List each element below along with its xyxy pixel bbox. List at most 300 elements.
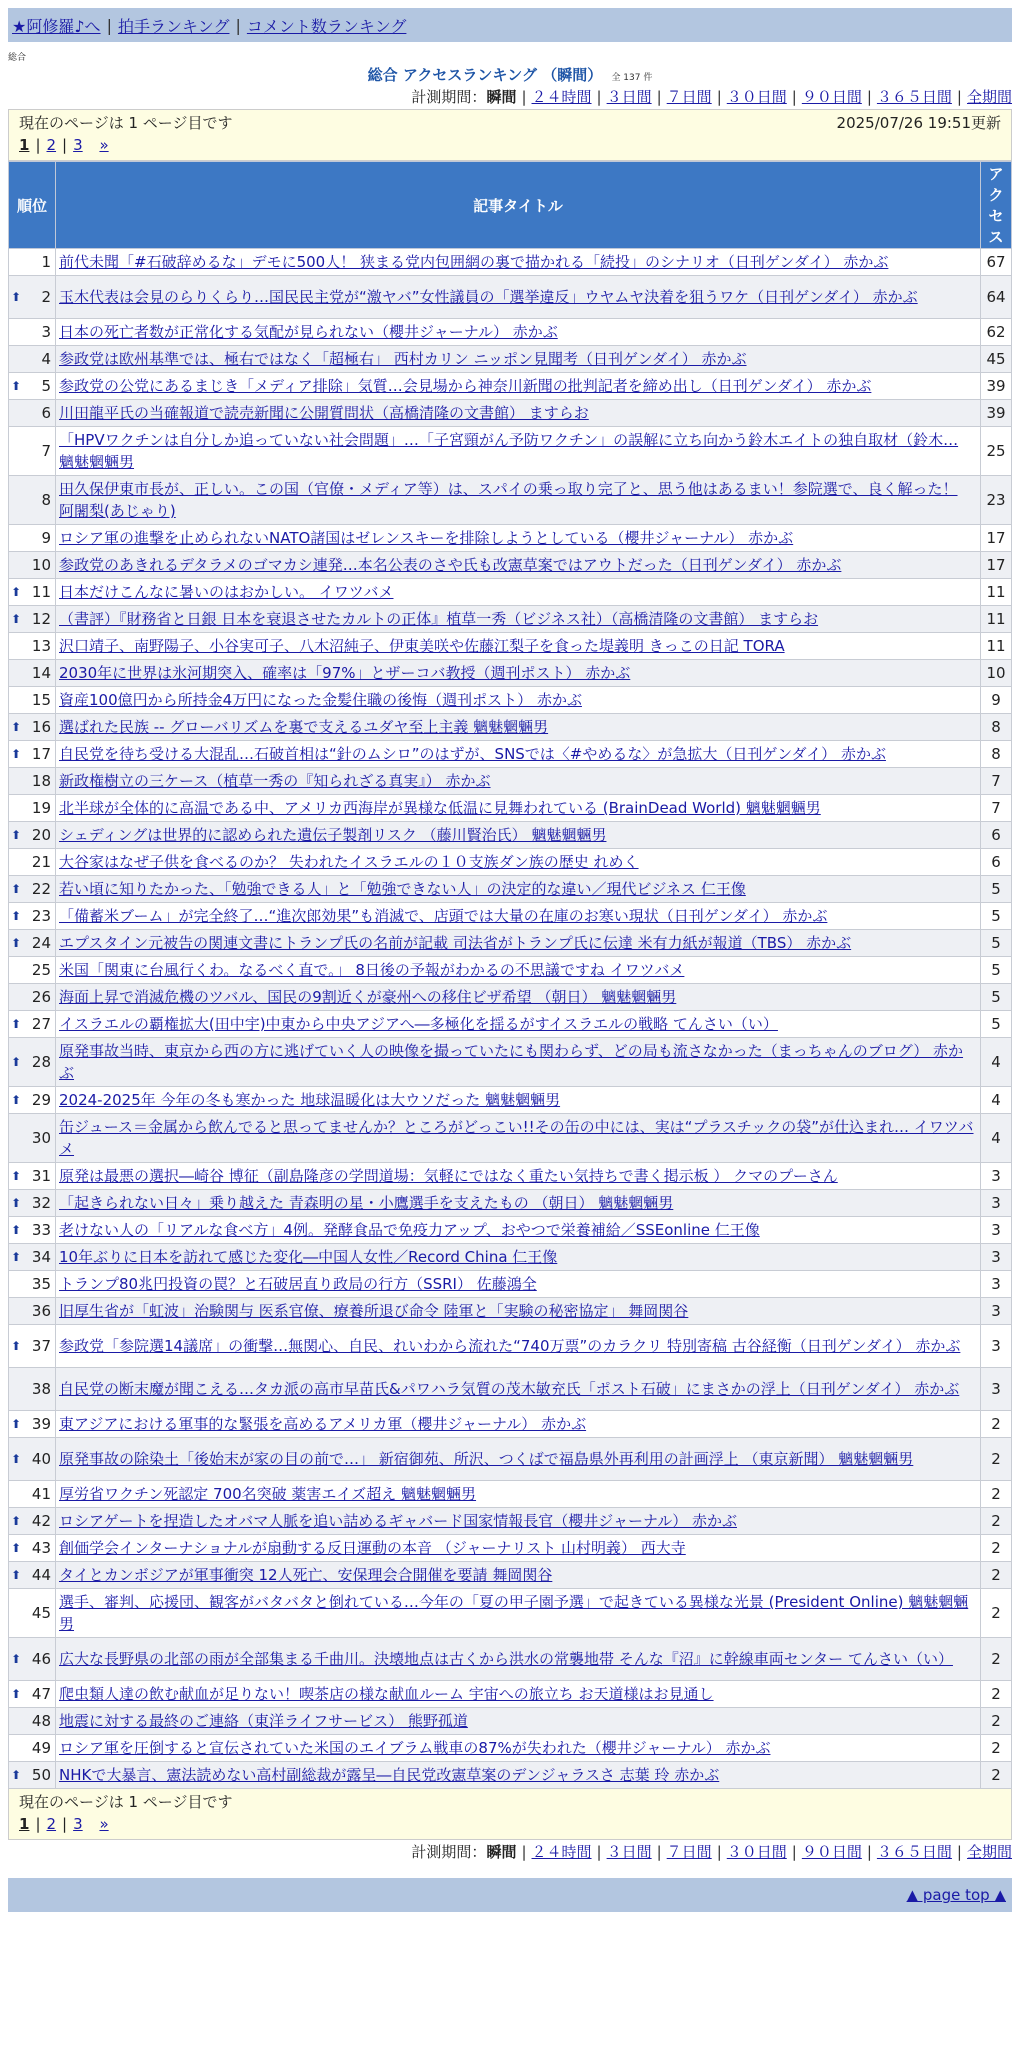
pager-separator: | <box>62 136 68 154</box>
up-arrow-icon: ⬆ <box>11 1223 22 1237</box>
access-count: 8 <box>981 714 1012 741</box>
table-row <box>9 1681 1012 1708</box>
table-row <box>9 1244 1012 1271</box>
rank-cell <box>9 1438 56 1481</box>
table-row <box>9 400 1012 427</box>
period-link[interactable]: ３日間 <box>606 1843 652 1861</box>
title-cell <box>56 1681 981 1708</box>
pagination <box>19 134 1001 156</box>
rank-number: 9 <box>41 529 51 547</box>
article-link[interactable]: 地震に対する最終のご連絡（東洋ライフサービス） 熊野孤道 <box>59 1712 468 1730</box>
rank-cell <box>9 1190 56 1217</box>
rank-number: 5 <box>41 377 51 395</box>
title-cell <box>56 249 981 276</box>
period-link[interactable]: 全期間 <box>966 88 1012 106</box>
access-count: 9 <box>981 687 1012 714</box>
rank-cell <box>9 714 56 741</box>
title-cell <box>56 1481 981 1508</box>
access-count: 2 <box>981 1735 1012 1762</box>
article-link[interactable]: 旧厚生省が「虹波」治験関与 医系官僚、療養所退び命令 陸軍と「実験の秘密協定」 舞岡関谷 <box>59 1302 689 1320</box>
next-page-link[interactable]: » <box>99 1815 109 1833</box>
title-cell <box>56 579 981 606</box>
article-link[interactable]: ロシア軍の進撃を止められないNATO諸国はゼレンスキーを排除しようとしている（櫻井ジャーナル） 赤かぶ <box>59 529 794 547</box>
rank-cell <box>9 1508 56 1535</box>
rank-cell <box>9 1762 56 1789</box>
title-cell <box>56 687 981 714</box>
up-arrow-icon: ⬆ <box>11 1417 22 1431</box>
article-link[interactable]: 自民党を待ち受ける大混乱…石破首相は“針のムシロ”のはずが、SNSでは〈#やめるな〉が急拡大（日刊ゲンダイ） 赤かぶ <box>59 745 886 763</box>
article-link[interactable]: 北半球が全体的に高温である中、アメリカ西海岸が異様な低温に見舞われている (BrainDead World) 魑魅魍魎男 <box>59 799 821 817</box>
period-current: 瞬間 <box>486 88 517 106</box>
title-cell <box>56 1368 981 1411</box>
up-arrow-icon: ⬆ <box>11 1250 22 1264</box>
rank-cell <box>9 822 56 849</box>
title-cell <box>56 1244 981 1271</box>
title-cell <box>56 714 981 741</box>
access-count: 2 <box>981 1508 1012 1535</box>
article-link[interactable]: 厚労省ワクチン死認定 700名突破 薬害エイズ超え 魑魅魍魎男 <box>59 1485 477 1503</box>
title-cell <box>56 1114 981 1163</box>
rank-cell <box>9 1163 56 1190</box>
up-arrow-icon: ⬆ <box>11 612 22 626</box>
access-count: 3 <box>981 1163 1012 1190</box>
article-link[interactable]: 日本だけこんなに暑いのはおかしい。 イワツバメ <box>59 583 394 601</box>
title-cell <box>56 1011 981 1038</box>
rank-cell <box>9 1411 56 1438</box>
title-cell <box>56 876 981 903</box>
rank-cell <box>9 1244 56 1271</box>
rank-number: 28 <box>31 1053 51 1071</box>
access-count: 6 <box>981 849 1012 876</box>
title-cell <box>56 903 981 930</box>
rank-cell <box>9 984 56 1011</box>
rank-cell <box>9 606 56 633</box>
title-cell <box>56 1535 981 1562</box>
rank-number: 18 <box>31 772 51 790</box>
access-count: 4 <box>981 1038 1012 1087</box>
up-arrow-icon: ⬆ <box>11 720 22 734</box>
rank-number: 34 <box>31 1248 51 1266</box>
table-row <box>9 849 1012 876</box>
next-page-link[interactable]: » <box>99 136 109 154</box>
table-row <box>9 1562 1012 1589</box>
current-page-number: 1 <box>19 136 30 154</box>
article-link[interactable]: 自民党の断末魔が聞こえる…タカ派の高市早苗氏&パワハラ気質の茂木敏充氏「ポスト石破」にまさかの浮上（日刊ゲンダイ） 赤かぶ <box>59 1380 960 1398</box>
table-row <box>9 1481 1012 1508</box>
access-count: 45 <box>981 346 1012 373</box>
table-row <box>9 930 1012 957</box>
ranking-table <box>8 161 1012 1789</box>
title-cell <box>56 1087 981 1114</box>
access-count: 17 <box>981 525 1012 552</box>
access-count: 2 <box>981 1411 1012 1438</box>
access-count: 62 <box>981 319 1012 346</box>
access-count: 3 <box>981 1325 1012 1368</box>
article-link[interactable]: 日本の死亡者数が正常化する気配が見られない（櫻井ジャーナル） 赤かぶ <box>59 323 558 341</box>
page-top-link[interactable]: ▲ page top ▲ <box>906 1886 1006 1904</box>
access-count: 5 <box>981 1011 1012 1038</box>
period-label: 計測期間： <box>411 1843 487 1861</box>
table-row <box>9 1190 1012 1217</box>
access-count: 3 <box>981 1368 1012 1411</box>
article-link[interactable]: 老けない人の「リアルな食べ方」4例。発酵食品で免疫力アップ、おやつで栄養補給／SSEonline 仁王像 <box>59 1221 760 1239</box>
article-link[interactable]: 2024-2025年 今年の冬も寒かった 地球温暖化は大ウソだった 魑魅魍魎男 <box>59 1091 561 1109</box>
access-count: 5 <box>981 957 1012 984</box>
rank-number: 22 <box>31 880 51 898</box>
title-cell <box>56 525 981 552</box>
period-link[interactable]: 全期間 <box>966 1843 1012 1861</box>
top-nav-bar <box>8 8 1012 42</box>
page-link[interactable]: 3 <box>73 136 83 154</box>
rank-number: 2 <box>41 288 51 306</box>
period-link[interactable]: ３６５日間 <box>876 88 952 106</box>
article-link[interactable]: 参政党は欧州基準では、極右ではなく「超極右」 西村カリン ニッポン見聞考（日刊ゲンダイ） 赤かぶ <box>59 350 747 368</box>
access-header: アクセス <box>981 162 1012 249</box>
period-separator: | <box>596 1843 602 1861</box>
table-row <box>9 319 1012 346</box>
rank-cell <box>9 476 56 525</box>
rank-number: 30 <box>31 1129 51 1147</box>
article-link[interactable]: 参政党のあきれるデタラメのゴマカシ連発…本名公表のさや氏も改憲草案ではアウトだった（日刊ゲンダイ） 赤かぶ <box>59 556 842 574</box>
table-row <box>9 1438 1012 1481</box>
up-arrow-icon: ⬆ <box>11 1169 22 1183</box>
rank-cell <box>9 876 56 903</box>
table-row <box>9 1217 1012 1244</box>
access-count: 2 <box>981 1535 1012 1562</box>
access-count: 2 <box>981 1762 1012 1789</box>
access-count: 8 <box>981 741 1012 768</box>
table-row <box>9 346 1012 373</box>
article-link[interactable]: イスラエルの覇権拡大(田中宇)中東から中央アジアへ―多極化を揺るがすイスラエルの戦略 てんさい（い） <box>59 1015 778 1033</box>
up-arrow-icon: ⬆ <box>11 1055 22 1069</box>
period-separator: | <box>521 1843 527 1861</box>
up-arrow-icon: ⬆ <box>11 1768 22 1782</box>
article-link[interactable]: 参政党「参院選14議席」の衝撃…無関心、自民、れいわから流れた“740万票”のカラクリ 特別寄稿 古谷経衡（日刊ゲンダイ） 赤かぶ <box>59 1337 961 1355</box>
table-row <box>9 687 1012 714</box>
article-link[interactable]: （書評）『財務省と日銀 日本を衰退させたカルトの正体』植草一秀（ビジネス社）（高橋清隆の文書館） ますらお <box>59 610 819 628</box>
title-cell <box>56 633 981 660</box>
article-link[interactable]: 若い頃に知りたかった、「勉強できる人」と「勉強できない人」の決定的な違い／現代ビジネス 仁王像 <box>59 880 746 898</box>
article-link[interactable]: 原発事故の除染土「後始末が家の目の前で…」 新宿御苑、所沢、つくばで福島県外再利用の計画浮上 （東京新聞） 魑魅魍魎男 <box>59 1450 914 1468</box>
rank-cell <box>9 1298 56 1325</box>
rank-number: 37 <box>31 1337 51 1355</box>
rank-number: 39 <box>31 1415 51 1433</box>
access-count: 5 <box>981 930 1012 957</box>
ranking-title: 総合 アクセスランキング （瞬間） <box>367 66 603 84</box>
page-link[interactable]: 2 <box>46 136 57 154</box>
title-cell <box>56 1735 981 1762</box>
article-link[interactable]: 原発は最悪の選択―崎谷 博征（副島隆彦の学問道場：気軽にではなく重たい気持ちで書く掲示板 ） クマのプーさん <box>59 1167 838 1185</box>
rank-number: 3 <box>41 323 51 341</box>
up-arrow-icon: ⬆ <box>11 1339 22 1353</box>
period-separator: | <box>866 1843 872 1861</box>
access-count: 3 <box>981 1190 1012 1217</box>
article-link[interactable]: シェディングは世界的に認められた遺伝子製剤リスク （藤川賢治氏） 魑魅魍魎男 <box>59 826 607 844</box>
article-link[interactable]: NHKで大暴言、憲法読めない高村副総裁が露呈―自民党改憲草案のデンジャラスさ 志葉 玲 赤かぶ <box>59 1766 720 1784</box>
period-link[interactable]: ９０日間 <box>801 1843 862 1861</box>
period-separator: | <box>791 88 797 106</box>
home-link[interactable]: ★阿修羅♪へ <box>12 16 101 36</box>
access-count: 4 <box>981 1087 1012 1114</box>
table-row <box>9 1271 1012 1298</box>
period-link[interactable]: ３０日間 <box>726 1843 787 1861</box>
current-page-text: 現在のページは 1 ページ目です <box>19 114 233 132</box>
table-row <box>9 373 1012 400</box>
rank-cell <box>9 741 56 768</box>
access-count: 2 <box>981 1438 1012 1481</box>
rank-number: 46 <box>31 1650 51 1668</box>
title-cell <box>56 741 981 768</box>
article-link[interactable]: 選手、審判、応援団、観客がバタバタと倒れている…今年の「夏の甲子園予選」で起きている異様な光景 (President Online) 魑魅魍魎男 <box>59 1593 969 1633</box>
access-count: 64 <box>981 276 1012 319</box>
table-row <box>9 1038 1012 1087</box>
table-row <box>9 1508 1012 1535</box>
table-row <box>9 660 1012 687</box>
up-arrow-icon: ⬆ <box>11 1687 22 1701</box>
rank-number: 12 <box>31 610 51 628</box>
period-selector <box>8 1840 1012 1864</box>
table-row <box>9 1011 1012 1038</box>
table-row <box>9 1298 1012 1325</box>
footer-bar <box>8 1878 1012 1912</box>
article-link[interactable]: 「HPVワクチンは自分しか追っていない社会問題」…「子宮頸がん予防ワクチン」の誤解に立ち向かう鈴木エイトの独自取材（鈴木… 魑魅魍魎男 <box>59 431 959 471</box>
rank-cell <box>9 276 56 319</box>
current-page-text: 現在のページは 1 ページ目です <box>19 1793 233 1811</box>
rank-number: 10 <box>31 556 51 574</box>
table-row <box>9 1114 1012 1163</box>
up-arrow-icon: ⬆ <box>11 379 22 393</box>
title-cell <box>56 984 981 1011</box>
access-count: 6 <box>981 822 1012 849</box>
article-link[interactable]: 原発事故当時、東京から西の方に逃げていく人の映像を撮っていたにも関わらず、どの局も流さなかった（まっちゃんのブログ） 赤かぶ <box>59 1042 964 1082</box>
access-count: 3 <box>981 1244 1012 1271</box>
article-link[interactable]: 新政権樹立の三ケース（植草一秀の『知られざる真実』） 赤かぶ <box>59 772 491 790</box>
access-count: 7 <box>981 768 1012 795</box>
page-info-bottom <box>8 1789 1012 1840</box>
rank-number: 16 <box>31 718 51 736</box>
article-link[interactable]: 米国「関東に台風行くわ。なるべく直で。」 8日後の予報がわかるの不思議ですね イワツバメ <box>59 961 685 979</box>
article-link[interactable]: 10年ぶりに日本を訪れて感じた変化―中国人女性／Record China 仁王像 <box>59 1248 558 1266</box>
rank-header: 順位 <box>9 162 56 249</box>
article-link[interactable]: 海面上昇で消滅危機のツバル、国民の9割近くが豪州への移住ビザ希望 （朝日） 魑魅魍魎男 <box>59 988 677 1006</box>
table-row <box>9 822 1012 849</box>
access-count: 2 <box>981 1708 1012 1735</box>
rank-number: 38 <box>31 1380 51 1398</box>
title-cell <box>56 373 981 400</box>
rank-number: 24 <box>31 934 51 952</box>
table-row <box>9 427 1012 476</box>
article-link[interactable]: 東アジアにおける軍事的な緊張を高めるアメリカ軍（櫻井ジャーナル） 赤かぶ <box>59 1415 587 1433</box>
table-row <box>9 1735 1012 1762</box>
title-cell <box>56 1589 981 1638</box>
rank-cell <box>9 552 56 579</box>
period-separator: | <box>656 1843 662 1861</box>
rank-number: 36 <box>31 1302 51 1320</box>
up-arrow-icon: ⬆ <box>11 1514 22 1528</box>
rank-number: 27 <box>31 1015 51 1033</box>
period-link[interactable]: ３日間 <box>606 88 652 106</box>
rank-cell <box>9 319 56 346</box>
access-count: 11 <box>981 606 1012 633</box>
rank-cell <box>9 768 56 795</box>
rank-cell <box>9 1481 56 1508</box>
table-row <box>9 1638 1012 1681</box>
rank-cell <box>9 1368 56 1411</box>
period-link[interactable]: ７日間 <box>666 88 712 106</box>
rank-cell <box>9 633 56 660</box>
access-count: 2 <box>981 1481 1012 1508</box>
period-separator: | <box>596 88 602 106</box>
title-cell <box>56 606 981 633</box>
article-link[interactable]: 選ばれた民族 -- グローバリズムを裏で支えるユダヤ至上主義 魑魅魍魎男 <box>59 718 549 736</box>
pager-separator: | <box>35 1815 41 1833</box>
title-header: 記事タイトル <box>56 162 981 249</box>
title-cell <box>56 1038 981 1087</box>
page-link[interactable]: 3 <box>73 1815 83 1833</box>
table-row <box>9 1708 1012 1735</box>
article-link[interactable]: 参政党の公党にあるまじき「メディア排除」気質…会見場から神奈川新聞の批判記者を締め出し（日刊ゲンダイ） 赤かぶ <box>59 377 872 395</box>
rank-number: 7 <box>41 442 51 460</box>
rank-cell <box>9 249 56 276</box>
rank-cell <box>9 1038 56 1087</box>
article-link[interactable]: 前代未聞「#石破辞めるな」デモに500人！ 狭まる党内包囲網の裏で描かれる「続投」のシナリオ（日刊ゲンダイ） 赤かぶ <box>59 253 889 271</box>
article-link[interactable]: 爬虫類人達の飲む献血が足りない！喫茶店の様な献血ルーム 宇宙への旅立ち お天道様はお見通し <box>59 1685 714 1703</box>
clap-ranking-link[interactable]: 拍手ランキング <box>117 16 230 36</box>
title-cell <box>56 1638 981 1681</box>
period-separator: | <box>956 1843 962 1861</box>
rank-number: 11 <box>31 583 51 601</box>
rank-number: 42 <box>31 1512 51 1530</box>
page <box>8 8 1012 1912</box>
title-cell <box>56 1190 981 1217</box>
period-link[interactable]: ３０日間 <box>726 88 787 106</box>
article-link[interactable]: タイとカンボジアが軍事衝突 12人死亡、安保理会合開催を要請 舞岡関谷 <box>59 1566 553 1584</box>
rank-cell <box>9 687 56 714</box>
rank-number: 4 <box>41 350 51 368</box>
article-link[interactable]: ロシア軍を圧倒すると宣伝されていた米国のエイブラム戦車の87%が失われた（櫻井ジャーナル） 赤かぶ <box>59 1739 771 1757</box>
rank-number: 32 <box>31 1194 51 1212</box>
rank-number: 26 <box>31 988 51 1006</box>
access-count: 39 <box>981 373 1012 400</box>
rank-number: 23 <box>31 907 51 925</box>
access-count: 2 <box>981 1638 1012 1681</box>
rank-number: 15 <box>31 691 51 709</box>
table-row <box>9 249 1012 276</box>
rank-number: 8 <box>41 491 51 509</box>
access-count: 3 <box>981 1217 1012 1244</box>
rank-cell <box>9 1271 56 1298</box>
article-link[interactable]: 沢口靖子、南野陽子、小谷実可子、八木沼純子、伊東美咲や佐藤江梨子を食った堤義明 きっこの日記 TORA <box>59 637 785 655</box>
rank-cell <box>9 795 56 822</box>
rank-number: 48 <box>31 1712 51 1730</box>
rank-cell <box>9 1114 56 1163</box>
total-count: 全 137 件 <box>611 73 653 83</box>
title-cell <box>56 400 981 427</box>
rank-number: 13 <box>31 637 51 655</box>
table-row <box>9 714 1012 741</box>
access-count: 3 <box>981 1271 1012 1298</box>
rank-cell <box>9 1708 56 1735</box>
page-link[interactable]: 2 <box>46 1815 57 1833</box>
rank-number: 47 <box>31 1685 51 1703</box>
rank-number: 50 <box>31 1766 51 1784</box>
rank-number: 14 <box>31 664 51 682</box>
table-row <box>9 957 1012 984</box>
access-count: 23 <box>981 476 1012 525</box>
article-link[interactable]: 川田龍平氏の当確報道で読売新聞に公開質問状（高橋清隆の文書館） ますらお <box>59 404 589 422</box>
article-link[interactable]: 広大な長野県の北部の雨が全部集まる千曲川。決壊地点は古くから洪水の常襲地帯 そんな『沼』に幹線車両センター てんさい（い） <box>59 1650 953 1668</box>
up-arrow-icon: ⬆ <box>11 1017 22 1031</box>
rank-cell <box>9 579 56 606</box>
article-link[interactable]: 田久保伊東市長が、正しい。この国（官僚・メディア等）は、スパイの乗っ取り完了と、思う他はあるまい！参院選で、良く解った！ 阿闍梨(あじゃり) <box>59 480 958 520</box>
article-link[interactable]: 2030年に世界は氷河期突入、確率は「97%」とザーコバ教授（週刊ポスト） 赤かぶ <box>59 664 631 682</box>
title-cell <box>56 427 981 476</box>
up-arrow-icon: ⬆ <box>11 882 22 896</box>
title-cell <box>56 1217 981 1244</box>
rank-cell <box>9 849 56 876</box>
article-link[interactable]: エプスタイン元被告の関連文書にトランプ氏の名前が記載 司法省がトランプ氏に伝達 米有力紙が報道（TBS） 赤かぶ <box>59 934 852 952</box>
table-row <box>9 1325 1012 1368</box>
period-link[interactable]: ３６５日間 <box>876 1843 952 1861</box>
period-link[interactable]: ７日間 <box>666 1843 712 1861</box>
rank-cell <box>9 1011 56 1038</box>
title-cell <box>56 1411 981 1438</box>
period-separator: | <box>716 88 722 106</box>
period-link[interactable]: ２４時間 <box>531 1843 592 1861</box>
table-row <box>9 476 1012 525</box>
comment-ranking-link[interactable]: コメント数ランキング <box>246 16 407 36</box>
article-link[interactable]: 大谷家はなぜ子供を食べるのか？ 失われたイスラエルの１０支族ダン族の歴史 れめく <box>59 853 639 871</box>
title-cell <box>56 660 981 687</box>
title-cell <box>56 1708 981 1735</box>
article-link[interactable]: 資産100億円から所持金4万円になった金髪住職の後悔（週刊ポスト） 赤かぶ <box>59 691 582 709</box>
period-link[interactable]: ９０日間 <box>801 88 862 106</box>
rank-cell <box>9 903 56 930</box>
rank-cell <box>9 1681 56 1708</box>
title-cell <box>56 795 981 822</box>
article-link[interactable]: 玉木代表は会見のらりくらり…国民民主党が“激ヤバ”女性議員の「選挙違反」ウヤムヤ決着を狙うワケ（日刊ゲンダイ） 赤かぶ <box>59 288 918 306</box>
access-count: 67 <box>981 249 1012 276</box>
article-link[interactable]: トランプ80兆円投資の罠？と石破居直り政局の行方（SSRI） 佐藤鴻全 <box>59 1275 537 1293</box>
article-link[interactable]: 創価学会インターナショナルが扇動する反日運動の本音 （ジャーナリスト 山村明義） 西大寺 <box>59 1539 686 1557</box>
rank-cell <box>9 1735 56 1762</box>
rank-number: 33 <box>31 1221 51 1239</box>
access-count: 5 <box>981 876 1012 903</box>
ranking-heading <box>8 64 1012 85</box>
current-page-number: 1 <box>19 1815 30 1833</box>
table-row <box>9 1411 1012 1438</box>
pager-separator <box>89 136 94 154</box>
article-link[interactable]: 「備蓄米ブーム」が完全終了…“進次郎効果”も消滅で、店頭では大量の在庫のお寒い現状（日刊ゲンダイ） 赤かぶ <box>59 907 828 925</box>
article-link[interactable]: 「起きられない日々」乗り越えた 青森明の星・小鷹選手を支えたもの （朝日） 魑魅魍魎男 <box>59 1194 674 1212</box>
title-cell <box>56 476 981 525</box>
article-link[interactable]: ロシアゲートを捏造したオバマ人脈を追い詰めるギャバード国家情報長官（櫻井ジャーナル） 赤かぶ <box>59 1512 737 1530</box>
title-cell <box>56 1298 981 1325</box>
period-label: 計測期間： <box>411 88 487 106</box>
title-cell <box>56 957 981 984</box>
table-row <box>9 276 1012 319</box>
table-row <box>9 579 1012 606</box>
up-arrow-icon: ⬆ <box>11 936 22 950</box>
rank-number: 43 <box>31 1539 51 1557</box>
article-link[interactable]: 缶ジュース＝金属から飲んでると思ってませんか？ところがどっこい!!その缶の中には、実は“プラスチックの袋”が仕込まれ… イワツバメ <box>59 1118 974 1158</box>
period-link[interactable]: ２４時間 <box>531 88 592 106</box>
rank-number: 29 <box>31 1091 51 1109</box>
rank-number: 20 <box>31 826 51 844</box>
period-separator: | <box>656 88 662 106</box>
title-cell <box>56 1438 981 1481</box>
table-row <box>9 903 1012 930</box>
